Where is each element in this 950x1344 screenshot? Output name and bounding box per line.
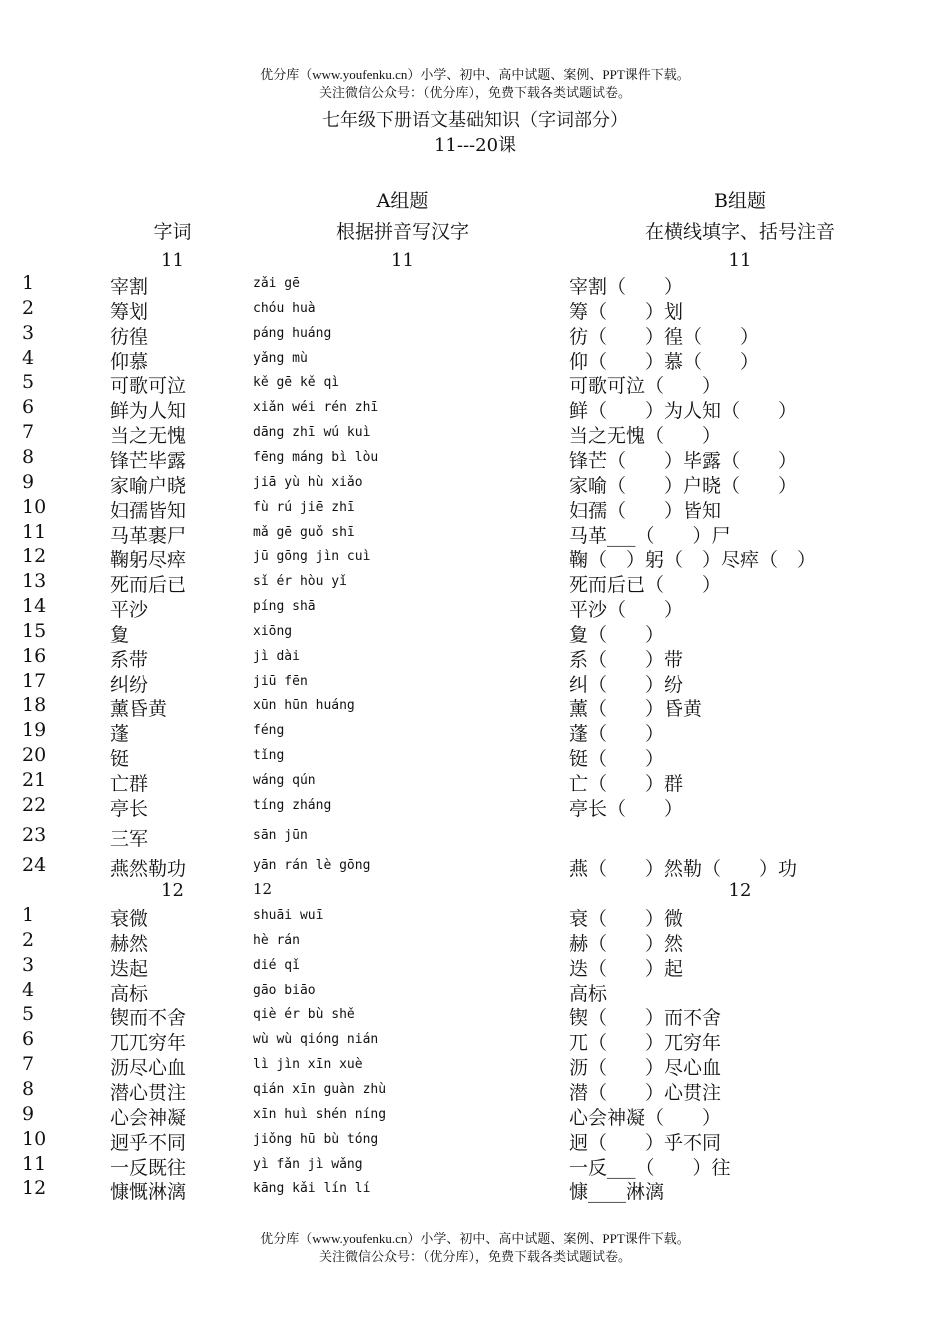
pinyin-cell: yì fǎn jì wǎng	[253, 1157, 363, 1172]
fill-in-cell: 心会神凝（ ）	[569, 1107, 722, 1129]
row-number: 3	[22, 322, 35, 344]
pinyin-cell: qiè ér bù shě	[253, 1007, 355, 1022]
row-number: 8	[22, 1078, 35, 1100]
fill-in-cell: 迭（ ）起	[569, 958, 684, 980]
pinyin-cell: féng	[253, 723, 285, 738]
row-number: 3	[22, 954, 35, 976]
pinyin-cell: sān jūn	[253, 828, 308, 843]
word-cell: 筹划	[110, 301, 149, 323]
row-number: 9	[22, 1103, 35, 1125]
pinyin-cell: xīn huì shén níng	[253, 1107, 387, 1122]
pinyin-cell: kě gē kě qì	[253, 375, 340, 390]
pinyin-cell: yǎng mù	[253, 351, 308, 366]
pinyin-cell: xiōng	[253, 624, 293, 639]
fill-in-cell: 衰（ ）微	[569, 908, 684, 930]
row-number: 6	[22, 1028, 35, 1050]
fill-in-cell: 沥（ ）尽心血	[569, 1057, 722, 1079]
row-number: 11	[22, 1153, 47, 1175]
table-row	[0, 904, 950, 929]
table-row	[0, 272, 950, 297]
row-number: 2	[22, 929, 35, 951]
table-row	[0, 471, 950, 496]
word-cell: 马革裹尸	[110, 525, 187, 547]
word-cell: 蓬	[110, 723, 130, 745]
row-number: 18	[22, 694, 47, 716]
fill-in-cell: 薰（ ）昏黄	[569, 698, 703, 720]
page-title: 七年级下册语文基础知识（字词部分）	[322, 110, 628, 131]
fill-in-cell: 仰（ ）慕（ ）	[569, 351, 760, 373]
table-row	[0, 670, 950, 695]
header-line-1: 优分库（www.youfenku.cn）小学、初中、高中试题、案例、PPT课件下载。	[260, 67, 690, 82]
row-number: 22	[22, 794, 47, 816]
row-number: 8	[22, 446, 35, 468]
table-row	[0, 1103, 950, 1128]
word-cell: 鲜为人知	[110, 400, 187, 422]
fill-in-cell: 妇孺（ ）皆知	[569, 500, 722, 522]
row-number: 21	[22, 769, 47, 791]
table-row	[0, 396, 950, 421]
pinyin-cell: jiū fēn	[253, 674, 308, 689]
pinyin-cell: xiǎn wéi rén zhī	[253, 400, 379, 415]
table-row	[0, 854, 950, 879]
word-cell: 夐	[110, 624, 130, 646]
table-row	[0, 347, 950, 372]
word-cell: 高标	[110, 983, 149, 1005]
pinyin-cell: qián xīn guàn zhù	[253, 1082, 387, 1097]
table-row	[0, 545, 950, 570]
fill-in-cell: 可歌可泣（ ）	[569, 375, 722, 397]
pinyin-cell: dāng zhī wú kuì	[253, 425, 371, 440]
table-row	[0, 1153, 950, 1178]
pinyin-cell: fù rú jiē zhī	[253, 500, 355, 515]
row-number: 11	[22, 521, 47, 543]
row-number: 10	[22, 1128, 47, 1150]
word-cell: 亡群	[110, 773, 149, 795]
table-row	[0, 1028, 950, 1053]
table-row	[0, 769, 950, 794]
lesson-number-fill: 12	[728, 880, 752, 901]
fill-in-cell: 筹（ ）划	[569, 301, 684, 323]
pinyin-cell: yān rán lè gōng	[253, 858, 371, 873]
row-number: 5	[22, 1003, 35, 1025]
pinyin-cell: zǎi gē	[253, 276, 300, 291]
pinyin-cell: tǐng	[253, 748, 285, 763]
pinyin-cell: páng huáng	[253, 326, 332, 341]
fill-in-cell: 鲜（ ）为人知（ ）	[569, 400, 798, 422]
fill-in-cell: 一反___（ ）往	[569, 1157, 731, 1179]
pinyin-task-heading: 根据拼音写汉字	[335, 221, 469, 243]
fill-in-cell: 死而后已（ ）	[569, 574, 722, 596]
table-row	[0, 297, 950, 322]
word-cell: 衰微	[110, 908, 149, 930]
word-cell: 亭长	[110, 798, 149, 820]
word-cell: 燕然勒功	[110, 858, 187, 880]
footer-line-1: 优分库（www.youfenku.cn）小学、初中、高中试题、案例、PPT课件下载。	[260, 1231, 690, 1246]
word-cell: 彷徨	[110, 326, 149, 348]
row-number: 4	[22, 347, 35, 369]
pinyin-cell: gāo biāo	[253, 983, 316, 998]
row-number: 17	[22, 670, 47, 692]
page-subtitle: 11---20课	[433, 135, 517, 156]
table-row	[0, 521, 950, 546]
table-row	[0, 1078, 950, 1103]
fill-in-cell: 鞠（ ）躬（ ）尽瘁（ ）	[569, 549, 817, 571]
word-cell: 赫然	[110, 933, 149, 955]
row-number: 1	[22, 904, 35, 926]
fill-in-cell: 锲（ ）而不舍	[569, 1007, 722, 1029]
fill-in-cell: 亡（ ）群	[569, 773, 684, 795]
lesson-number-fill: 11	[728, 250, 752, 271]
fill-in-cell: 迥（ ）乎不同	[569, 1132, 722, 1154]
row-number: 9	[22, 471, 35, 493]
table-row	[0, 421, 950, 446]
word-cell: 纠纷	[110, 674, 149, 696]
group-b-heading: B组题	[714, 190, 766, 212]
pinyin-cell: tíng zháng	[253, 798, 332, 813]
row-number: 24	[22, 854, 47, 876]
pinyin-cell: kāng kǎi lín lí	[253, 1181, 371, 1196]
fill-in-cell: 锋芒（ ）毕露（ ）	[569, 450, 798, 472]
pinyin-cell: lì jìn xīn xuè	[253, 1057, 363, 1072]
lesson-number-pinyin: 12	[253, 880, 273, 898]
word-cell: 宰割	[110, 276, 149, 298]
table-row	[0, 322, 950, 347]
footer-line-2: 关注微信公众号：（优分库），免费下载各类试题试卷。	[318, 1249, 631, 1264]
row-number: 10	[22, 496, 47, 518]
pinyin-cell: wáng qún	[253, 773, 316, 788]
word-cell: 锋芒毕露	[110, 450, 187, 472]
word-cell: 仰慕	[110, 351, 149, 373]
row-number: 19	[22, 719, 47, 741]
word-cell: 妇孺皆知	[110, 500, 187, 522]
pinyin-cell: fēng máng bì lòu	[253, 450, 379, 465]
fill-in-cell: 系（ ）带	[569, 649, 684, 671]
fill-in-cell: 家喻（ ）户晓（ ）	[569, 475, 798, 497]
pinyin-cell: mǎ gē guǒ shī	[253, 525, 355, 540]
pinyin-cell: xūn hūn huáng	[253, 698, 355, 713]
group-a-heading: A组题	[376, 190, 429, 212]
row-number: 4	[22, 979, 35, 1001]
header-line-2: 关注微信公众号：（优分库），免费下载各类试题试卷。	[318, 85, 631, 100]
word-cell: 心会神凝	[110, 1107, 187, 1129]
word-cell: 平沙	[110, 599, 149, 621]
table-row	[0, 794, 950, 819]
words-column-heading: 字词	[153, 221, 192, 243]
row-number: 23	[22, 824, 47, 846]
table-row	[0, 1053, 950, 1078]
table-row	[0, 979, 950, 1004]
table-row	[0, 824, 950, 849]
row-number: 20	[22, 744, 47, 766]
row-number: 16	[22, 645, 47, 667]
fill-in-cell: 马革___（ ）尸	[569, 525, 731, 547]
row-number: 7	[22, 421, 35, 443]
fill-in-cell: 宰割（ ）	[569, 276, 684, 298]
fill-in-cell: 铤（ ）	[569, 748, 665, 770]
fill-task-heading: 在横线填字、括号注音	[644, 221, 835, 243]
pinyin-cell: dié qǐ	[253, 958, 300, 973]
table-row	[0, 719, 950, 744]
table-row	[0, 496, 950, 521]
word-cell: 鞠躬尽瘁	[110, 549, 187, 571]
table-row	[0, 954, 950, 979]
fill-in-cell: 高标	[569, 983, 608, 1005]
lesson-number-pinyin: 11	[391, 250, 414, 271]
fill-in-cell: 彷（ ）徨（ ）	[569, 326, 760, 348]
table-row	[0, 744, 950, 769]
word-cell: 薰昏黄	[110, 698, 168, 720]
fill-in-cell: 潜（ ）心贯注	[569, 1082, 722, 1104]
table-row	[0, 929, 950, 954]
word-cell: 当之无愧	[110, 425, 187, 447]
fill-in-cell: 当之无愧（ ）	[569, 425, 722, 447]
table-row	[0, 1128, 950, 1153]
word-cell: 家喻户晓	[110, 475, 187, 497]
fill-in-cell: 慷____淋漓	[569, 1181, 665, 1203]
fill-in-cell: 平沙（ ）	[569, 599, 684, 621]
row-number: 7	[22, 1053, 35, 1075]
fill-in-cell: 兀（ ）兀穷年	[569, 1032, 722, 1054]
fill-in-cell: 纠（ ）纷	[569, 674, 684, 696]
row-number: 1	[22, 272, 35, 294]
pinyin-cell: sǐ ér hòu yǐ	[253, 574, 347, 589]
pinyin-cell: jiǒng hū bù tóng	[253, 1132, 379, 1147]
pinyin-cell: jì dài	[253, 649, 300, 664]
row-number: 12	[22, 1177, 47, 1199]
row-number: 13	[22, 570, 47, 592]
word-cell: 死而后已	[110, 574, 187, 596]
table-row	[0, 1003, 950, 1028]
word-cell: 三军	[110, 828, 149, 850]
pinyin-cell: wù wù qióng nián	[253, 1032, 379, 1047]
table-row	[0, 645, 950, 670]
table-row	[0, 620, 950, 645]
table-row	[0, 1177, 950, 1202]
row-number: 2	[22, 297, 35, 319]
word-cell: 慷慨淋漓	[110, 1181, 187, 1203]
row-number: 14	[22, 595, 47, 617]
row-number: 12	[22, 545, 47, 567]
word-cell: 系带	[110, 649, 149, 671]
word-cell: 沥尽心血	[110, 1057, 187, 1079]
row-number: 15	[22, 620, 47, 642]
word-cell: 潜心贯注	[110, 1082, 187, 1104]
pinyin-cell: píng shā	[253, 599, 316, 614]
word-cell: 铤	[110, 748, 130, 770]
word-cell: 迭起	[110, 958, 149, 980]
pinyin-cell: jū gōng jìn cuì	[253, 549, 371, 564]
fill-in-cell: 亭长（ ）	[569, 798, 684, 820]
fill-in-cell: 蓬（ ）	[569, 723, 665, 745]
word-cell: 锲而不舍	[110, 1007, 187, 1029]
pinyin-cell: hè rán	[253, 933, 300, 948]
lesson-number-words: 11	[161, 250, 184, 271]
pinyin-cell: chóu huà	[253, 301, 316, 316]
table-row	[0, 694, 950, 719]
fill-in-cell: 燕（ ）然勒（ ）功	[569, 858, 798, 880]
table-row	[0, 371, 950, 396]
word-cell: 一反既往	[110, 1157, 187, 1179]
word-cell: 兀兀穷年	[110, 1032, 187, 1054]
row-number: 6	[22, 396, 35, 418]
fill-in-cell: 夐（ ）	[569, 624, 665, 646]
lesson-number-words: 12	[161, 880, 184, 901]
word-cell: 迥乎不同	[110, 1132, 187, 1154]
pinyin-cell: shuāi wuī	[253, 908, 324, 923]
table-row	[0, 446, 950, 471]
pinyin-cell: jiā yù hù xiǎo	[253, 475, 363, 490]
row-number: 5	[22, 371, 35, 393]
fill-in-cell: 赫（ ）然	[569, 933, 684, 955]
table-row	[0, 595, 950, 620]
word-cell: 可歌可泣	[110, 375, 187, 397]
table-row	[0, 570, 950, 595]
